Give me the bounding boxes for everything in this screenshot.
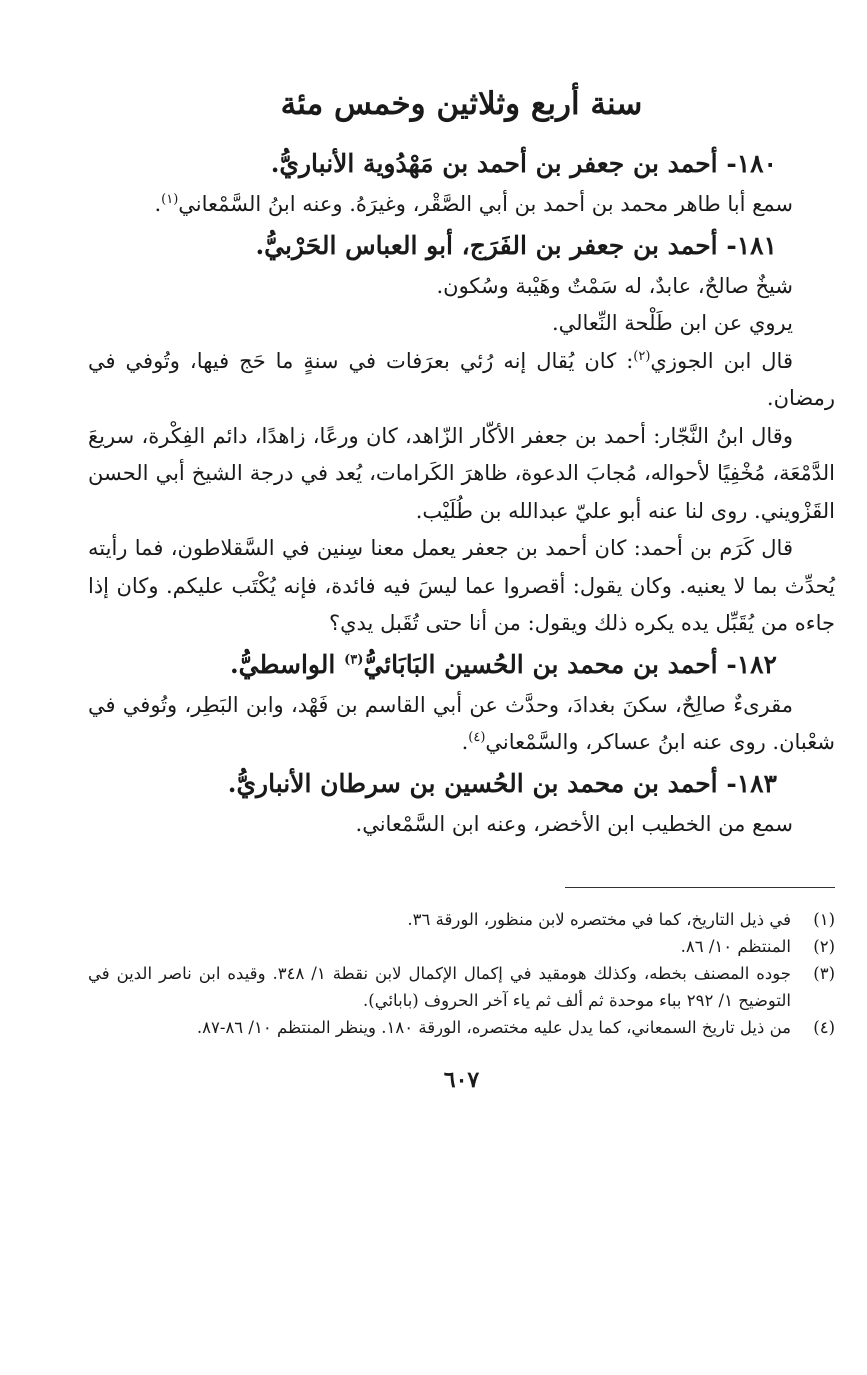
- entry-183: [88, 762, 835, 844]
- footnote: [88, 1014, 835, 1041]
- page-title: سنة أربع وثلاثين وخمس مئة: [280, 86, 643, 122]
- footnote-number: (٤): [813, 1018, 835, 1037]
- footnote-text: من ذيل تاريخ السمعاني، كما يدل عليه مختصره، الورقة ١٨٠. وينظر المنتظم ١٠/ ٨٦-٨٧.: [196, 1018, 791, 1037]
- entry-180: [88, 142, 835, 224]
- entry-181: [88, 224, 835, 643]
- entry-paragraph: مقرىءٌ صالِحٌ، سكنَ بغدادَ، وحدَّث عن أبي القاسم بن فَهْد، وابن البَطِر، وتُوفي في شعْبان. روى عنه ابنُ عساكر، والسَّمْعاني$^{(٤)}$.: [88, 692, 835, 754]
- footnote-number: (٢): [813, 937, 835, 956]
- entry-paragraph: قال كَرَم بن أحمد: كان أحمد بن جعفر يعمل معنا سِنين في السَّقلاطون، فما رأيته يُحدِّث بما لا يعنيه. وكان يقول: أقصروا عما ليسَ فيه فائدة، فإنه يُكْتَب عليكم. وكان إذا جاءه من يُقَبِّل يده يكره ذلك ويقول: من أنا حتى تُقَبل يدي؟: [88, 536, 835, 635]
- entry-paragraph: قال ابن الجوزي$^{(٢)}$: كان يُقال إنه رُئي بعرَفات في سنةٍ ما حَج فيها، وتُوفي في رمضان.: [88, 348, 835, 410]
- footnote: [88, 960, 835, 1014]
- footnote-number: (١): [813, 910, 835, 929]
- entry-paragraph: يروي عن ابن طَلْحة النِّعالي.: [551, 311, 793, 335]
- footnotes: [88, 906, 835, 1041]
- entry-paragraph: سمع من الخطيب ابن الأخضر، وعنه ابن السَّمْعاني.: [355, 811, 793, 836]
- entry-paragraph: وقال ابنُ النَّجّار: أحمد بن جعفر الأكّار الزّاهد، كان ورعًا، زاهدًا، دائم الفِكْرة، سريعَ الدَّمْعَة، مُخْفِيًا لأحواله، مُجابَ الدعوة، ظاهرَ الكَرامات، يُعد في درجة الشيخ أبي الحسن القَزْويني. روى لنا عنه أبو عليّ عبدالله بن طُلَيْب.: [88, 423, 835, 523]
- footnote: [88, 906, 835, 933]
- footnote-text: في ذيل التاريخ، كما في مختصره لابن منظور، الورقة ٣٦.: [407, 910, 791, 929]
- entry-heading: ١٨٠- أحمد بن جعفر بن أحمد بن مَهْدُوية الأنباريُّ.: [270, 149, 777, 178]
- footnote-text: المنتظم ١٠/ ٨٦.: [680, 937, 791, 956]
- entry-heading: ١٨١- أحمد بن جعفر بن الفَرَج، أبو العباس الحَرْبيُّ.: [255, 230, 777, 260]
- footnote-text: جوده المصنف بخطه، وكذلك هومقيد في إكمال الإكمال لابن نقطة ١/ ٣٤٨. وقيده ابن ناصر الدين في التوضيح ١/ ٢٩٢ بباء موحدة ثم ألف ثم ياء آخر الحروف (بابائي).: [88, 964, 791, 1010]
- entry-paragraph: سمع أبا طاهر محمد بن أحمد بن أبي الصَّقْر، وغيرَهُ. وعنه ابنُ السَّمْعاني$^{(١)}$.: [154, 192, 793, 216]
- page-number: ٦٠٧: [443, 1067, 480, 1093]
- entry-182: [88, 643, 835, 762]
- footnote-ref[interactable]: (٢): [633, 348, 651, 364]
- entry-paragraph: شيخٌ صالحٌ، عابدٌ، له سَمْتٌ وهَيْبة وسُكون.: [436, 273, 793, 298]
- footnote-ref[interactable]: (١): [161, 192, 179, 207]
- entry-heading: ١٨٢- أحمد بن محمد بن الحُسين البَابَائيُّ$^{(٣)}$ الواسطيُّ.: [229, 649, 777, 679]
- footnote-divider: [565, 887, 835, 888]
- footnote-ref[interactable]: (٣): [344, 652, 364, 668]
- footnote-number: (٣): [813, 964, 835, 983]
- footnote-ref[interactable]: (٤): [468, 730, 486, 745]
- footnote: [88, 933, 835, 960]
- entry-heading: ١٨٣- أحمد بن محمد بن الحُسين بن سرطان الأنباريُّ.: [227, 768, 777, 798]
